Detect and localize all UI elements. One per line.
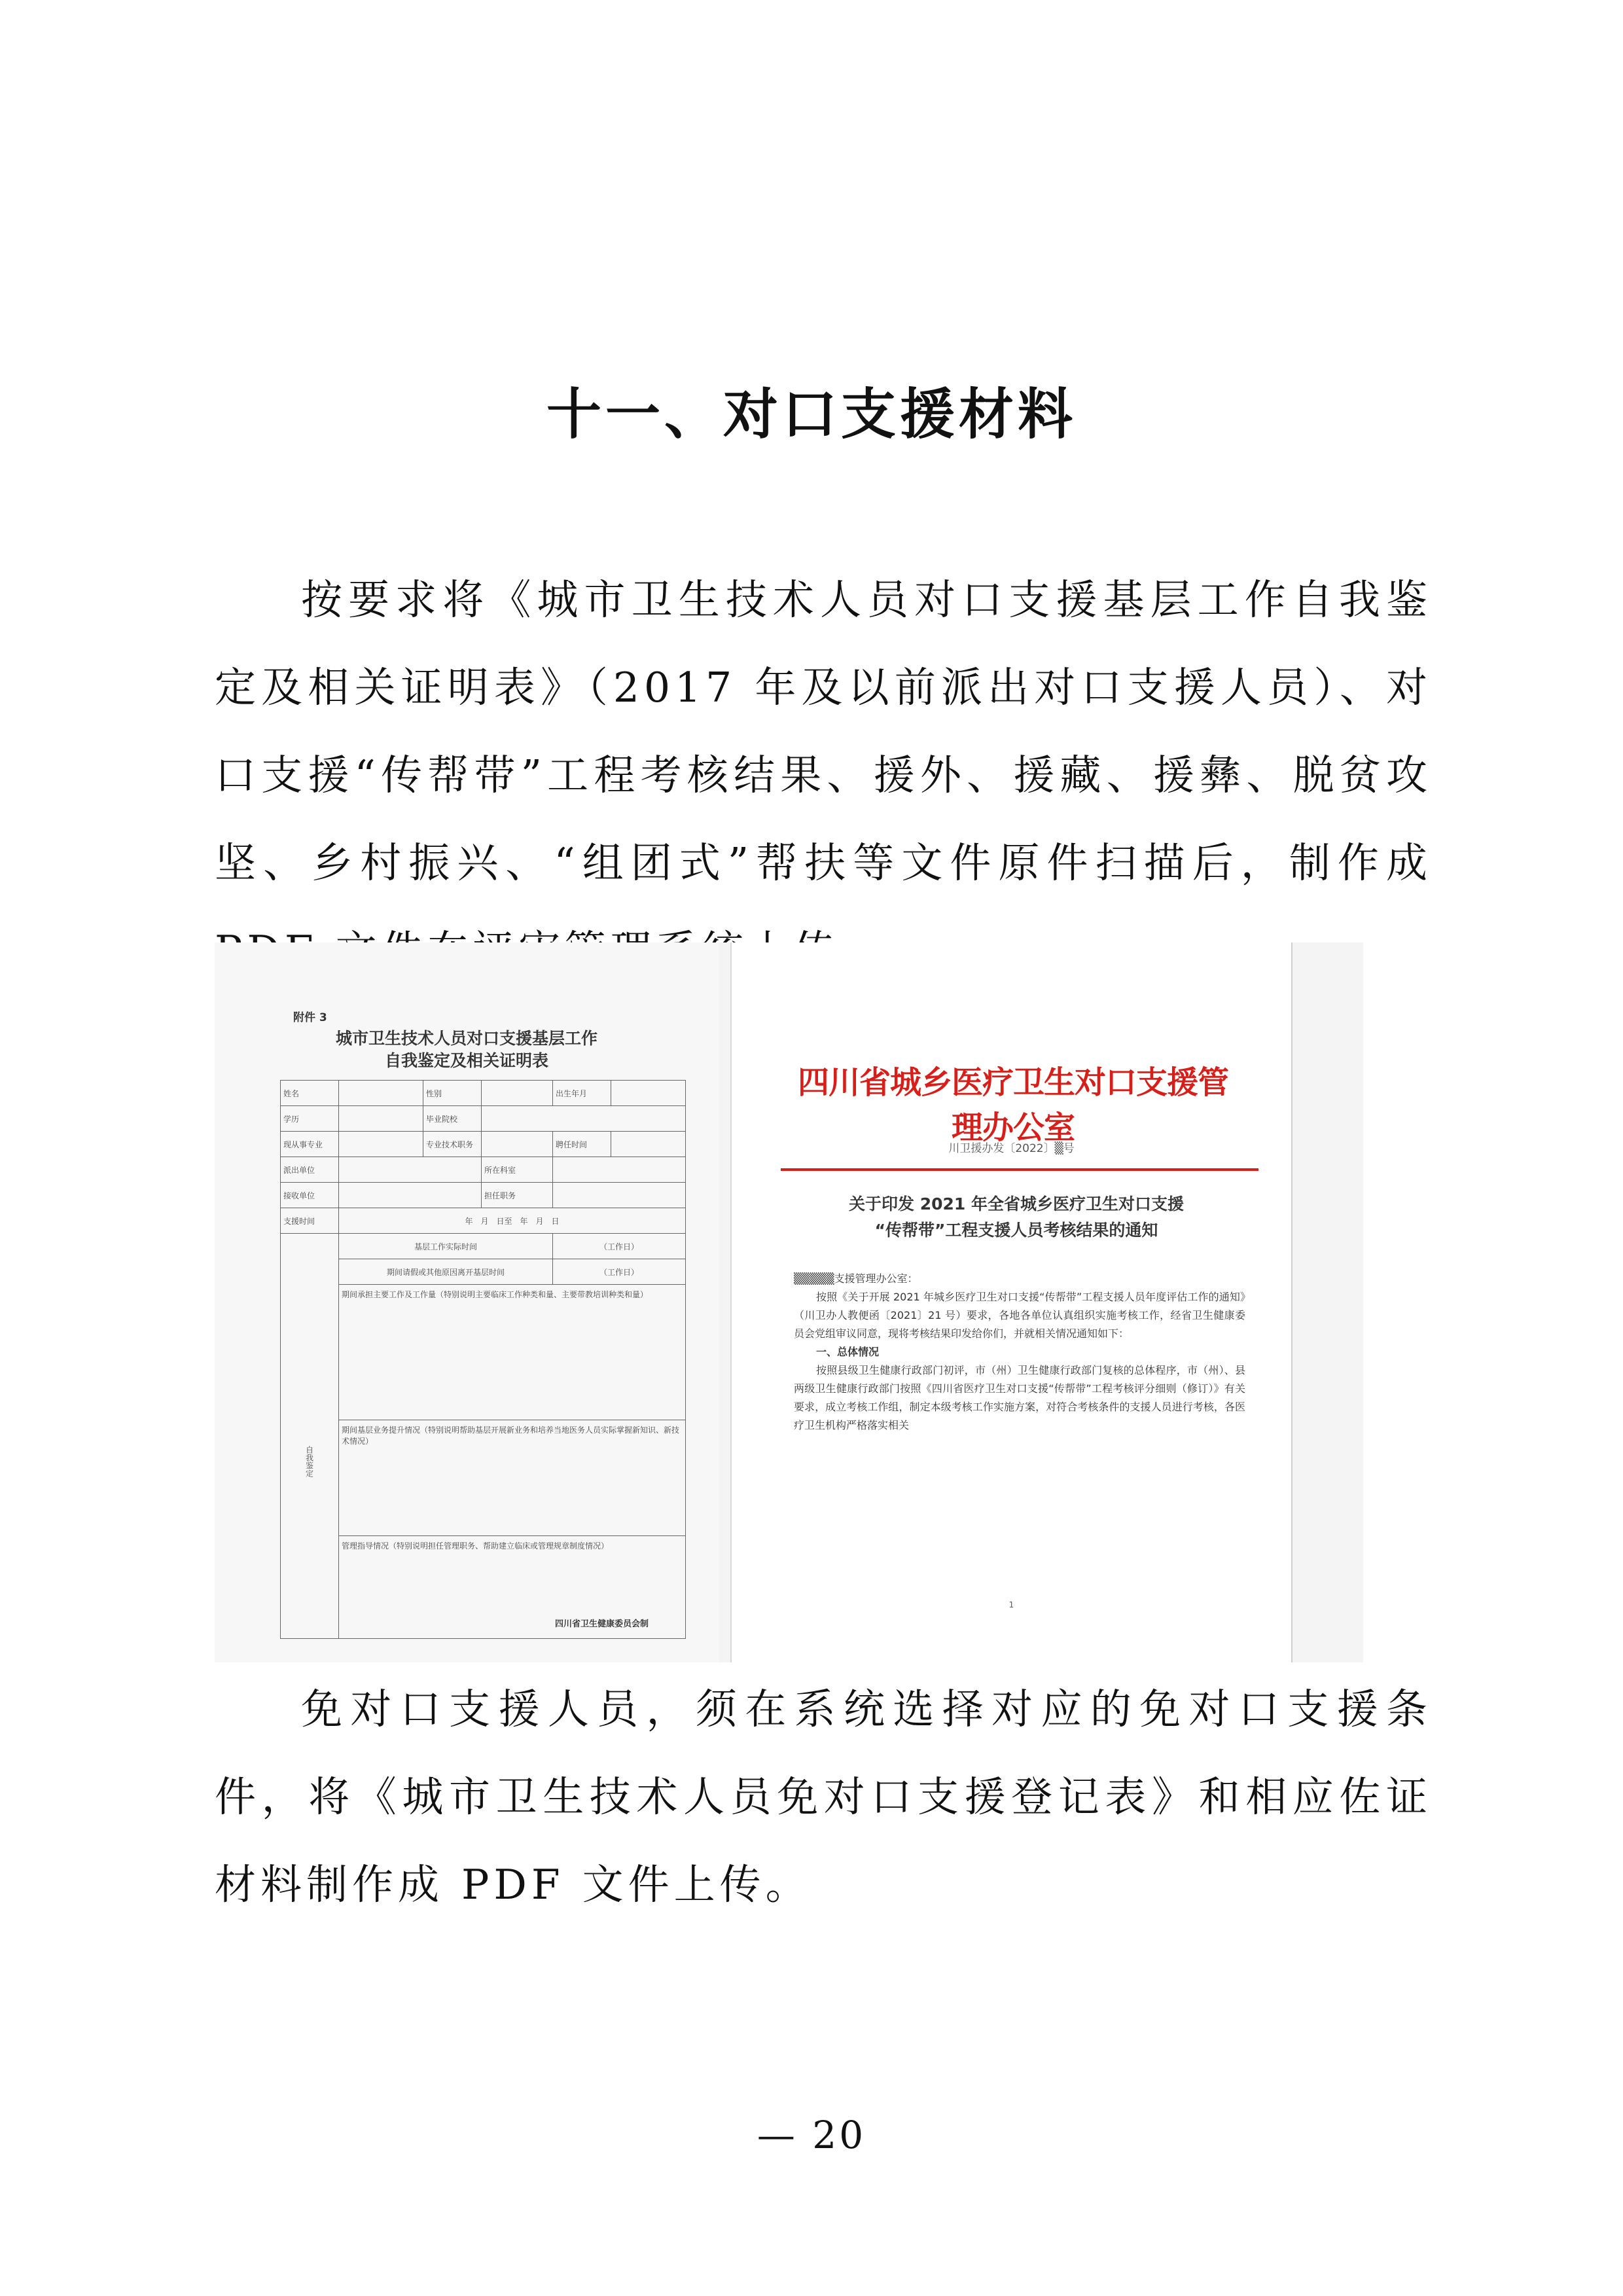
section-title: 十一、对口支援材料 — [546, 382, 1077, 446]
form-label: 派出单位 — [281, 1157, 339, 1183]
form-value: 年 月 日至 年 月 日 — [339, 1208, 686, 1234]
form-section: 管理指导情况（特别说明担任管理职务、帮助建立临床或管理规章制度情况） — [339, 1536, 686, 1639]
notice-section-heading: 一、总体情况 — [816, 1346, 880, 1358]
form-section: 期间基层业务提升情况（特别说明帮助基层开展新业务和培养当地医务人员实际掌握新知识、新技术情况） — [339, 1420, 686, 1536]
form-title-line-2: 自我鉴定及相关证明表 — [384, 1051, 548, 1070]
instruction-paragraph: 按要求将《城市卫生技术人员对口支援基层工作自我鉴定及相关证明表》（2017 年及以前派出对口支援人员）、对口支援“传帮带”工程考核结果、援外、援藏、援彝、脱贫攻坚、乡村振兴、“组团式”帮扶等文件原件扫描后，制作成 — [215, 576, 1432, 887]
assessment-form-table — [280, 1080, 686, 1639]
notice-subject-line-1: 关于印发 2021 年全省城乡医疗卫生对口支援 — [849, 1194, 1184, 1213]
form-title — [280, 1028, 653, 1072]
form-label: 担任职务 — [482, 1183, 553, 1208]
table-row — [281, 1208, 686, 1234]
form-label: 期间请假或其他原因离开基层时间 — [339, 1259, 553, 1285]
notice-body — [794, 1270, 1245, 1435]
notice-paragraph: 按照《关于开展 2021 年城乡医疗卫生对口支援“传帮带”工程支援人员年度评估工作的通知》（川卫办人教便函〔2021〕21 号）要求，各地各单位认真组织实施考核工作，经省卫生健康委员会党组审议同意，现将考核结果印发给你们，并就相关情况通知如下： — [794, 1291, 1245, 1340]
notice-salutation: ▒▒▒▒▒支援管理办公室： — [794, 1272, 918, 1285]
form-label: 聘任时间 — [553, 1132, 611, 1157]
document-number: 川卫援办发〔2022〕▒号 — [948, 1142, 1075, 1155]
table-row — [281, 1259, 686, 1285]
form-label: 专业技术职务 — [423, 1132, 482, 1157]
form-footer: 四川省卫生健康委员会制 — [555, 1619, 649, 1629]
letterhead-divider — [781, 1168, 1258, 1171]
form-label: 毕业院校 — [423, 1106, 482, 1132]
scanned-documents-figure — [215, 942, 1363, 1662]
table-row — [281, 1106, 686, 1132]
form-label: 姓名 — [281, 1081, 339, 1106]
form-section: 期间承担主要工作及工作量（特别说明主要临床工作种类和量、主要带教培训种类和量） — [339, 1285, 686, 1420]
notice-document-scan — [732, 942, 1291, 1662]
office-letterhead: 四川省城乡医疗卫生对口支援管理办公室 — [797, 1064, 1228, 1146]
form-label: 支援时间 — [281, 1208, 339, 1234]
notice-subject — [771, 1191, 1262, 1244]
table-row — [281, 1157, 686, 1183]
form-label: 出生年月 — [553, 1081, 611, 1106]
form-label: 基层工作实际时间 — [339, 1234, 553, 1259]
table-row — [281, 1234, 686, 1259]
notice-page-number: 1 — [1008, 1600, 1014, 1609]
self-assessment-form-scan — [215, 942, 719, 1662]
form-label: 自我鉴定 — [281, 1285, 339, 1639]
form-label: 学历 — [281, 1106, 339, 1132]
form-label: 接收单位 — [281, 1183, 339, 1208]
table-row — [281, 1081, 686, 1106]
form-label: 所在科室 — [482, 1157, 553, 1183]
form-unit: （工作日） — [553, 1259, 686, 1285]
annex-label: 附件 3 — [293, 1011, 327, 1024]
table-row — [281, 1420, 686, 1536]
notice-subject-line-2: “传帮带”工程支援人员考核结果的通知 — [874, 1221, 1158, 1240]
form-unit: （工作日） — [553, 1234, 686, 1259]
form-label: 现从事专业 — [281, 1132, 339, 1157]
table-row — [281, 1285, 686, 1420]
exemption-paragraph: 免对口支援人员，须在系统选择对应的免对口支援条件，将《城市卫生技术人员免对口支援登记表》和相应佐证材料制作成 PDF 文件上传。 — [215, 1685, 1432, 1909]
table-row — [281, 1183, 686, 1208]
notice-paragraph: 按照县级卫生健康行政部门初评，市（州）卫生健康行政部门复核的总体程序，市（州）、县两级卫生健康行政部门按照《四川省医疗卫生对口支援“传帮带”工程考核评分细则（修订）》有关要求，成立考核工作组，制定本级考核工作实施方案，对符合考核条件的支援人员进行考核，各医疗卫生机构严格落实相关 — [794, 1364, 1245, 1431]
form-label: 性别 — [423, 1081, 482, 1106]
page-number: — 20 — [757, 2113, 866, 2157]
form-title-line-1: 城市卫生技术人员对口支援基层工作 — [335, 1029, 597, 1048]
table-row — [281, 1132, 686, 1157]
